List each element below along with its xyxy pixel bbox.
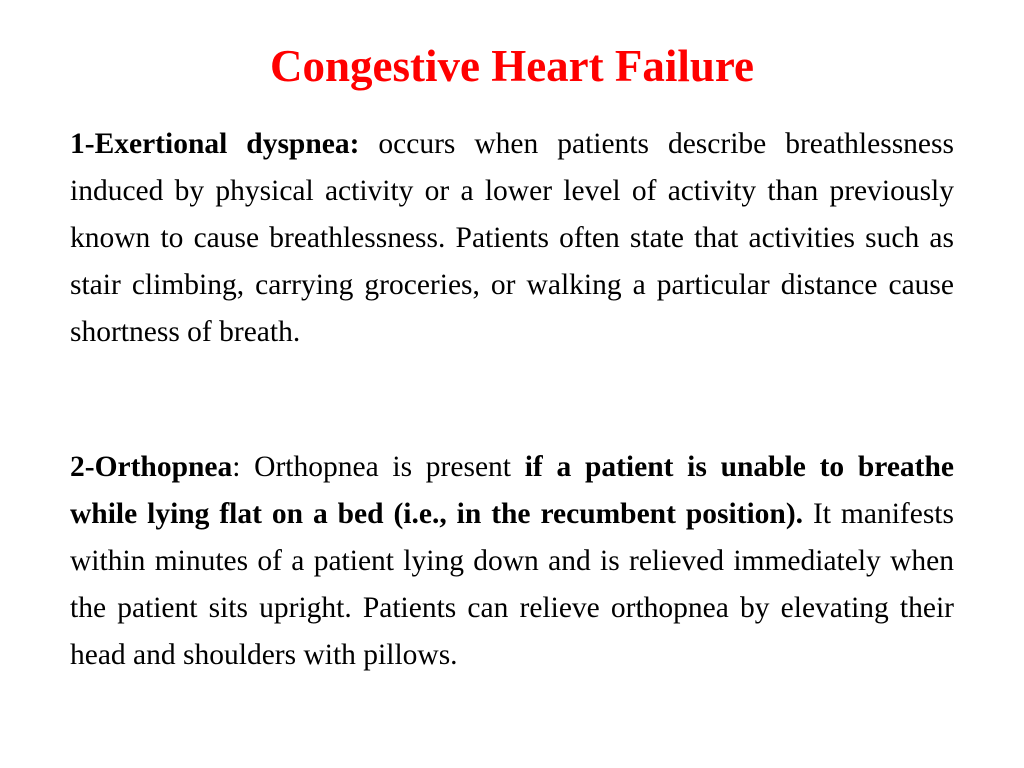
section-body: occurs when patients describe breathlessness induced by physical activity or a lower level of activity than previously known to cause breathlessness. Patients often state that activities such as stair climbing, carrying groceries, or walking a particular distance cause shortness of breath. bbox=[70, 128, 954, 348]
section-body: It manifests within minutes of a patient lying down and is relieved immediately when the patient sits upright. Patients can relieve orthopnea by elevating their head and shoulders with pillows. bbox=[70, 498, 954, 671]
section-orthopnea bbox=[70, 444, 954, 679]
section-heading: 2-Orthopnea bbox=[70, 451, 233, 483]
section-emphasis: if a patient is unable to breathe while lying flat on a bed (i.e., in the recumbent position). bbox=[70, 451, 954, 530]
section-heading: 1-Exertional dyspnea: bbox=[70, 128, 360, 160]
slide-title: Congestive Heart Failure bbox=[269, 41, 755, 91]
section-exertional-dyspnea bbox=[70, 121, 954, 356]
section-separator: : Orthopnea is present bbox=[232, 451, 525, 483]
